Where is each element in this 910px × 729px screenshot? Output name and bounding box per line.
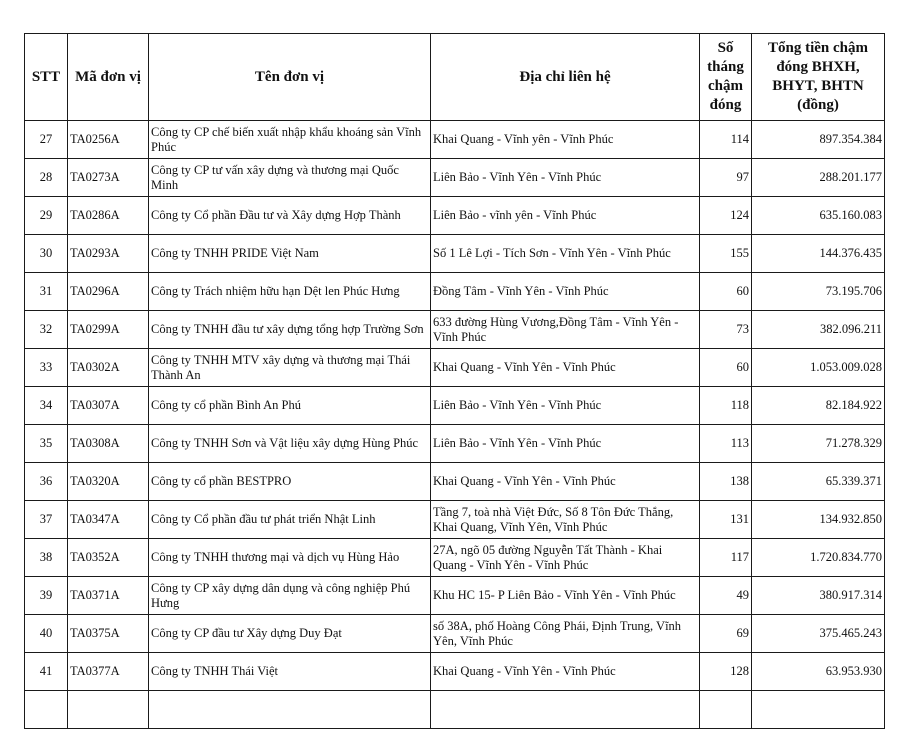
cell-so-thang: 128 — [700, 653, 752, 691]
table-row — [25, 577, 885, 615]
cell-stt: 40 — [25, 615, 68, 653]
cell-tong-tien: 134.932.850 — [752, 501, 885, 539]
cell-so-thang: 113 — [700, 425, 752, 463]
cell-empty — [752, 691, 885, 729]
cell-ma-don-vi: TA0286A — [68, 197, 149, 235]
cell-dia-chi: Liên Bảo - Vĩnh Yên - Vĩnh Phúc — [431, 159, 700, 197]
table-row — [25, 349, 885, 387]
cell-ma-don-vi: TA0302A — [68, 349, 149, 387]
header-row — [25, 34, 885, 121]
cell-so-thang: 117 — [700, 539, 752, 577]
cell-so-thang: 60 — [700, 349, 752, 387]
table-row — [25, 273, 885, 311]
cell-tong-tien: 144.376.435 — [752, 235, 885, 273]
cell-so-thang: 131 — [700, 501, 752, 539]
cell-dia-chi: Khai Quang - Vĩnh yên - Vĩnh Phúc — [431, 121, 700, 159]
table-row — [25, 197, 885, 235]
cell-ten-don-vi: Công ty TNHH Thái Việt — [149, 653, 431, 691]
cell-stt: 37 — [25, 501, 68, 539]
cell-ten-don-vi: Công ty cổ phần Bình An Phú — [149, 387, 431, 425]
table-row — [25, 463, 885, 501]
cell-dia-chi: Khai Quang - Vĩnh Yên - Vĩnh Phúc — [431, 349, 700, 387]
cell-stt: 38 — [25, 539, 68, 577]
header-dia-chi: Địa chỉ liên hệ — [431, 34, 700, 121]
table-body — [25, 121, 885, 729]
cell-dia-chi: 27A, ngõ 05 đường Nguyễn Tất Thành - Khai Quang - Vĩnh Yên - Vĩnh Phúc — [431, 539, 700, 577]
cell-ten-don-vi: Công ty TNHH thương mại và dịch vụ Hùng Hảo — [149, 539, 431, 577]
cell-ma-don-vi: TA0371A — [68, 577, 149, 615]
header-tong-tien: Tổng tiền chậm đóng BHXH, BHYT, BHTN (đồng) — [752, 34, 885, 121]
cell-tong-tien: 1.053.009.028 — [752, 349, 885, 387]
table-row — [25, 311, 885, 349]
cell-tong-tien: 65.339.371 — [752, 463, 885, 501]
cell-ma-don-vi: TA0299A — [68, 311, 149, 349]
header-ten-don-vi: Tên đơn vị — [149, 34, 431, 121]
cell-stt: 41 — [25, 653, 68, 691]
cell-ten-don-vi: Công ty Cổ phần Đầu tư và Xây dựng Hợp Thành — [149, 197, 431, 235]
cell-tong-tien: 63.953.930 — [752, 653, 885, 691]
cell-dia-chi: 633 đường Hùng Vương,Đồng Tâm - Vĩnh Yên - Vĩnh Phúc — [431, 311, 700, 349]
cell-dia-chi: Liên Bảo - Vĩnh Yên - Vĩnh Phúc — [431, 387, 700, 425]
cell-dia-chi: Khu HC 15- P Liên Bảo - Vĩnh Yên - Vĩnh Phúc — [431, 577, 700, 615]
cell-ma-don-vi: TA0375A — [68, 615, 149, 653]
cell-ma-don-vi: TA0256A — [68, 121, 149, 159]
cell-so-thang: 69 — [700, 615, 752, 653]
cell-dia-chi: Liên Bảo - Vĩnh Yên - Vĩnh Phúc — [431, 425, 700, 463]
cell-ten-don-vi: Công ty CP chế biến xuất nhập khẩu khoáng sản Vĩnh Phúc — [149, 121, 431, 159]
cell-ma-don-vi: TA0320A — [68, 463, 149, 501]
cell-ma-don-vi: TA0377A — [68, 653, 149, 691]
cell-empty — [149, 691, 431, 729]
cell-ma-don-vi: TA0296A — [68, 273, 149, 311]
cell-empty — [700, 691, 752, 729]
cell-ten-don-vi: Công ty TNHH đầu tư xây dựng tổng hợp Trường Sơn — [149, 311, 431, 349]
cell-ma-don-vi: TA0307A — [68, 387, 149, 425]
cell-ten-don-vi: Công ty CP đầu tư Xây dựng Duy Đạt — [149, 615, 431, 653]
header-ma-don-vi: Mã đơn vị — [68, 34, 149, 121]
cell-ma-don-vi: TA0273A — [68, 159, 149, 197]
cell-so-thang: 155 — [700, 235, 752, 273]
cell-ten-don-vi: Công ty Cổ phần đầu tư phát triển Nhật Linh — [149, 501, 431, 539]
cell-stt: 31 — [25, 273, 68, 311]
cell-ma-don-vi: TA0308A — [68, 425, 149, 463]
cell-tong-tien: 375.465.243 — [752, 615, 885, 653]
cell-stt: 36 — [25, 463, 68, 501]
cell-dia-chi: Đồng Tâm - Vĩnh Yên - Vĩnh Phúc — [431, 273, 700, 311]
cell-so-thang: 114 — [700, 121, 752, 159]
cell-dia-chi: số 38A, phố Hoàng Công Phái, Định Trung, Vĩnh Yên, Vĩnh Phúc — [431, 615, 700, 653]
table-row — [25, 159, 885, 197]
cell-stt: 33 — [25, 349, 68, 387]
cell-ten-don-vi: Công ty Trách nhiệm hữu hạn Dệt len Phúc Hưng — [149, 273, 431, 311]
cell-dia-chi: Tầng 7, toà nhà Việt Đức, Số 8 Tôn Đức Thắng, Khai Quang, Vĩnh Yên, Vĩnh Phúc — [431, 501, 700, 539]
table-row — [25, 653, 885, 691]
cell-dia-chi: Số 1 Lê Lợi - Tích Sơn - Vĩnh Yên - Vĩnh Phúc — [431, 235, 700, 273]
cell-so-thang: 73 — [700, 311, 752, 349]
cell-ten-don-vi: Công ty CP xây dựng dân dụng và công nghiệp Phú Hưng — [149, 577, 431, 615]
debt-table — [24, 33, 885, 729]
cell-tong-tien: 82.184.922 — [752, 387, 885, 425]
cell-tong-tien: 382.096.211 — [752, 311, 885, 349]
table-row — [25, 121, 885, 159]
table-row — [25, 387, 885, 425]
cell-ten-don-vi: Công ty cổ phần BESTPRO — [149, 463, 431, 501]
cell-so-thang: 118 — [700, 387, 752, 425]
cell-dia-chi: Khai Quang - Vĩnh Yên - Vĩnh Phúc — [431, 463, 700, 501]
cell-stt: 28 — [25, 159, 68, 197]
cell-stt: 30 — [25, 235, 68, 273]
cell-tong-tien: 1.720.834.770 — [752, 539, 885, 577]
cell-so-thang: 60 — [700, 273, 752, 311]
cell-dia-chi: Liên Bảo - vĩnh yên - Vĩnh Phúc — [431, 197, 700, 235]
cell-so-thang: 124 — [700, 197, 752, 235]
cell-ten-don-vi: Công ty TNHH PRIDE Việt Nam — [149, 235, 431, 273]
header-so-thang: Số tháng chậm đóng — [700, 34, 752, 121]
cell-ten-don-vi: Công ty TNHH Sơn và Vật liệu xây dựng Hùng Phúc — [149, 425, 431, 463]
cell-stt: 32 — [25, 311, 68, 349]
cell-ma-don-vi: TA0347A — [68, 501, 149, 539]
header-stt: STT — [25, 34, 68, 121]
cell-tong-tien: 288.201.177 — [752, 159, 885, 197]
cell-stt: 29 — [25, 197, 68, 235]
cell-empty — [431, 691, 700, 729]
cell-tong-tien: 635.160.083 — [752, 197, 885, 235]
table-row — [25, 615, 885, 653]
cell-tong-tien: 380.917.314 — [752, 577, 885, 615]
cell-empty — [68, 691, 149, 729]
cell-tong-tien: 73.195.706 — [752, 273, 885, 311]
cell-so-thang: 97 — [700, 159, 752, 197]
cell-stt: 34 — [25, 387, 68, 425]
cell-tong-tien: 71.278.329 — [752, 425, 885, 463]
cell-ten-don-vi: Công ty TNHH MTV xây dựng và thương mại Thái Thành An — [149, 349, 431, 387]
table-row — [25, 539, 885, 577]
cell-ten-don-vi: Công ty CP tư vấn xây dựng và thương mại Quốc Minh — [149, 159, 431, 197]
cell-stt: 35 — [25, 425, 68, 463]
cell-stt: 27 — [25, 121, 68, 159]
cell-dia-chi: Khai Quang - Vĩnh Yên - Vĩnh Phúc — [431, 653, 700, 691]
cell-empty — [25, 691, 68, 729]
table-row — [25, 235, 885, 273]
cell-ma-don-vi: TA0293A — [68, 235, 149, 273]
cell-tong-tien: 897.354.384 — [752, 121, 885, 159]
cell-ma-don-vi: TA0352A — [68, 539, 149, 577]
cell-so-thang: 138 — [700, 463, 752, 501]
table-row-partial — [25, 691, 885, 729]
table-row — [25, 425, 885, 463]
cell-stt: 39 — [25, 577, 68, 615]
cell-so-thang: 49 — [700, 577, 752, 615]
table-row — [25, 501, 885, 539]
